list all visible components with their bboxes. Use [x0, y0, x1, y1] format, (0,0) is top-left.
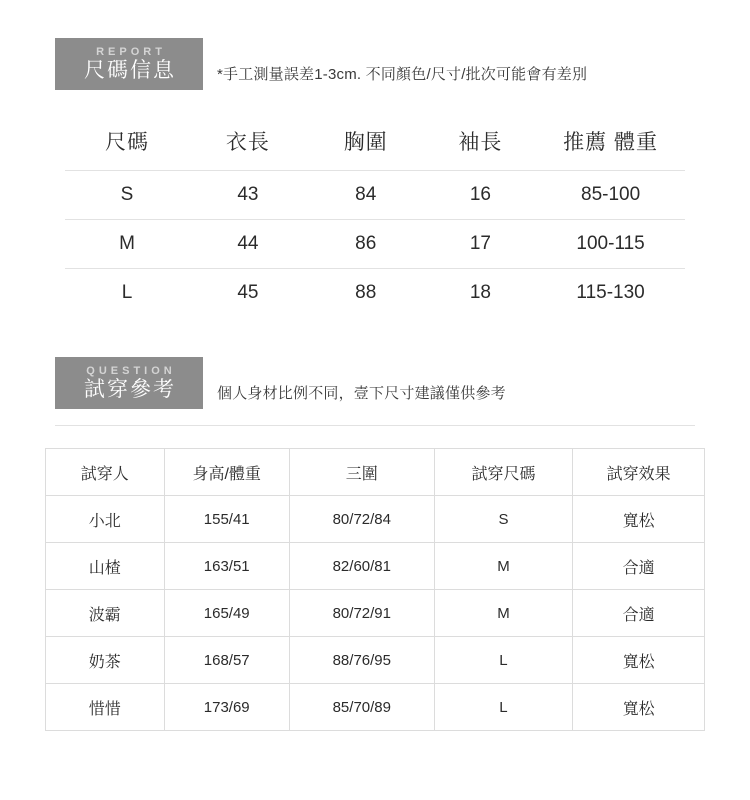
size-cell: 86: [307, 220, 425, 269]
size-cell: 18: [425, 269, 537, 318]
fit-cell-effect: 寬松: [573, 684, 705, 731]
fit-badge-eyebrow: QUESTION: [86, 364, 176, 377]
fit-cell-size: M: [434, 590, 572, 637]
size-header-cell: 袖長: [458, 131, 503, 154]
table-row: [65, 269, 685, 318]
size-header-cell: 衣長: [225, 131, 270, 154]
table-row: [65, 220, 685, 269]
fit-badge-title: 試穿參考: [84, 377, 176, 401]
size-badge-title: 尺碼信息: [84, 58, 176, 82]
fit-header-cell: 身高/體重: [164, 449, 289, 496]
size-table-header-row: [65, 120, 685, 171]
fit-cell-effect: 寬松: [573, 637, 705, 684]
fit-cell-name: 奶茶: [46, 637, 165, 684]
fit-cell-size: L: [434, 684, 572, 731]
fit-header-cell: 試穿人: [46, 449, 165, 496]
fit-reference-table: [45, 448, 705, 731]
size-header-cell: 胸圍: [343, 131, 388, 154]
fit-section: [0, 357, 750, 731]
fit-header-cell: 三圍: [289, 449, 434, 496]
size-cell: 115-130: [536, 269, 685, 318]
fit-section-divider: [55, 425, 695, 426]
fit-cell-name: 小北: [46, 496, 165, 543]
fit-cell-effect: 合適: [573, 543, 705, 590]
table-row: [46, 496, 705, 543]
size-measurement-note: *手工測量誤差1-3cm. 不同顏色/尺寸/批次可能會有差別: [217, 66, 588, 83]
table-row: [46, 590, 705, 637]
size-info-page: [0, 38, 750, 800]
fit-cell-height-weight: 165/49: [164, 590, 289, 637]
size-cell: S: [65, 171, 189, 220]
size-cell: 44: [189, 220, 307, 269]
fit-cell-height-weight: 173/69: [164, 684, 289, 731]
fit-section-header: [0, 357, 750, 409]
fit-table-header-row: [46, 449, 705, 496]
fit-header-cell: 試穿效果: [573, 449, 705, 496]
table-row: [46, 637, 705, 684]
size-cell: 88: [307, 269, 425, 318]
size-cell: 17: [425, 220, 537, 269]
size-cell: 100-115: [536, 220, 685, 269]
fit-cell-effect: 合適: [573, 590, 705, 637]
size-cell: 16: [425, 171, 537, 220]
size-cell: 85-100: [536, 171, 685, 220]
fit-cell-name: 波霸: [46, 590, 165, 637]
fit-cell-measurements: 80/72/91: [289, 590, 434, 637]
fit-header-cell: 試穿尺碼: [434, 449, 572, 496]
fit-cell-size: M: [434, 543, 572, 590]
size-cell: L: [65, 269, 189, 318]
fit-cell-height-weight: 155/41: [164, 496, 289, 543]
fit-cell-size: L: [434, 637, 572, 684]
table-row: [46, 543, 705, 590]
size-cell: 45: [189, 269, 307, 318]
size-header-cell: 推薦 體重: [563, 131, 659, 154]
fit-cell-measurements: 82/60/81: [289, 543, 434, 590]
size-cell: 43: [189, 171, 307, 220]
size-badge-eyebrow: REPORT: [96, 45, 166, 58]
fit-cell-size: S: [434, 496, 572, 543]
fit-cell-measurements: 85/70/89: [289, 684, 434, 731]
fit-cell-name: 山楂: [46, 543, 165, 590]
size-cell: 84: [307, 171, 425, 220]
fit-cell-height-weight: 163/51: [164, 543, 289, 590]
size-cell: M: [65, 220, 189, 269]
fit-cell-measurements: 80/72/84: [289, 496, 434, 543]
fit-reference-note: 個人身材比例不同，壹下尺寸建議僅供參考: [217, 385, 506, 402]
fit-section-badge: [55, 357, 203, 409]
fit-cell-name: 惜惜: [46, 684, 165, 731]
fit-cell-height-weight: 168/57: [164, 637, 289, 684]
size-section-badge: [55, 38, 203, 90]
fit-cell-measurements: 88/76/95: [289, 637, 434, 684]
table-row: [46, 684, 705, 731]
table-row: [65, 171, 685, 220]
size-section-header: [0, 38, 750, 90]
size-chart-table: [65, 120, 685, 317]
fit-cell-effect: 寬松: [573, 496, 705, 543]
size-header-cell: 尺碼: [105, 131, 149, 154]
